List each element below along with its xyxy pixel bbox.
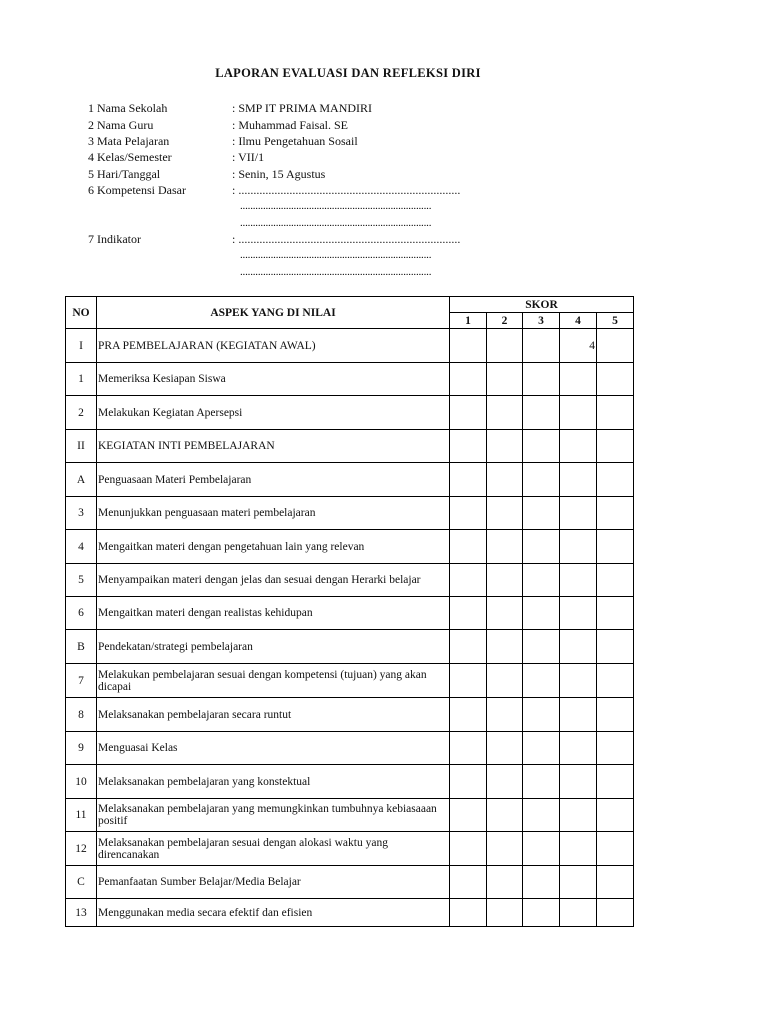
table-row [66,396,634,430]
score-cell-2[interactable] [487,765,523,799]
aspect-text: Melaksanakan pembelajaran yang memungkinkan tumbuhnya kebiasaaan positif [97,799,450,832]
score-cell-1[interactable] [450,497,487,530]
info-value: : Ilmu Pengetahuan Sosail [232,134,358,148]
row-number: 9 [66,732,97,765]
row-number: 4 [66,530,97,564]
row-number: 11 [66,799,97,832]
table-row [66,463,634,497]
table-row [66,597,634,630]
score-cell-4[interactable] [560,430,597,463]
dotted-continuation-line: ........................................................................... [240,249,432,261]
score-cell-4[interactable] [560,564,597,597]
score-cell-3[interactable] [523,832,560,866]
score-cell-4[interactable] [560,363,597,396]
score-cell-5[interactable] [597,698,634,732]
score-cell-5[interactable] [597,564,634,597]
score-cell-3[interactable] [523,799,560,832]
table-row [66,799,634,832]
score-cell-4[interactable] [560,799,597,832]
score-cell-1[interactable] [450,630,487,664]
score-cell-1[interactable] [450,765,487,799]
score-cell-2[interactable] [487,564,523,597]
aspect-text: Melakukan pembelajaran sesuai dengan kompetensi (tujuan) yang akan dicapai [97,664,450,698]
skor-column-4: 4 [560,313,597,329]
score-cell-3[interactable] [523,732,560,765]
table-row [66,832,634,866]
score-cell-3[interactable] [523,396,560,430]
score-cell-1[interactable] [450,664,487,698]
score-cell-4[interactable] [560,396,597,430]
info-label: 6 Kompetensi Dasar [88,183,186,197]
table-row [66,363,634,396]
table-row [66,664,634,698]
score-cell-3[interactable] [523,497,560,530]
score-cell-3[interactable] [523,564,560,597]
score-cell-4[interactable] [560,664,597,698]
score-cell-2[interactable] [487,899,523,927]
score-cell-5[interactable] [597,832,634,866]
score-cell-2[interactable] [487,463,523,497]
document-title: LAPORAN EVALUASI DAN REFLEKSI DIRI [215,66,481,80]
info-label: 5 Hari/Tanggal [88,167,161,181]
score-cell-2[interactable] [487,396,523,430]
score-cell-4[interactable] [560,463,597,497]
score-cell-2[interactable] [487,630,523,664]
score-cell-2[interactable] [487,530,523,564]
score-cell-1[interactable] [450,363,487,396]
aspect-text: Menguasai Kelas [97,732,450,765]
score-cell-1[interactable] [450,463,487,497]
score-cell-3[interactable] [523,765,560,799]
score-cell-5[interactable] [597,866,634,899]
score-cell-3[interactable] [523,329,560,363]
score-cell-5[interactable] [597,329,634,363]
score-cell-1[interactable] [450,530,487,564]
score-cell-3[interactable] [523,866,560,899]
score-cell-5[interactable] [597,664,634,698]
dotted-continuation-line: ........................................................................... [240,266,432,278]
score-cell-3[interactable] [523,630,560,664]
table-row [66,630,634,664]
score-cell-5[interactable] [597,430,634,463]
score-cell-1[interactable] [450,430,487,463]
row-number: 10 [66,765,97,799]
table-row [66,564,634,597]
score-cell-2[interactable] [487,597,523,630]
aspect-text: Pemanfaatan Sumber Belajar/Media Belajar [97,866,450,899]
score-cell-3[interactable] [523,363,560,396]
row-number: 6 [66,597,97,630]
aspect-text: Mengaitkan materi dengan pengetahuan lain yang relevan [97,530,450,564]
aspect-text: Mengaitkan materi dengan realistas kehidupan [97,597,450,630]
score-cell-3[interactable] [523,698,560,732]
score-cell-4[interactable] [560,497,597,530]
info-value: : .......................................................................... [232,183,461,197]
score-cell-1[interactable] [450,732,487,765]
score-cell-5[interactable] [597,363,634,396]
aspect-text: Penguasaan Materi Pembelajaran [97,463,450,497]
score-cell-1[interactable] [450,832,487,866]
score-cell-4[interactable] [560,765,597,799]
dotted-continuation-line: ........................................................................... [240,200,432,212]
score-cell-4[interactable] [560,698,597,732]
score-cell-1[interactable] [450,799,487,832]
score-cell-4[interactable] [560,732,597,765]
score-cell-5[interactable] [597,396,634,430]
skor-column-2: 2 [487,313,523,329]
aspect-text: Menyampaikan materi dengan jelas dan sesuai dengan Herarki belajar [97,564,450,597]
score-cell-3[interactable] [523,899,560,927]
info-value: : Muhammad Faisal. SE [232,118,348,132]
header-aspek: ASPEK YANG DI NILAI [97,297,450,329]
row-number: 8 [66,698,97,732]
score-cell-4[interactable] [560,630,597,664]
row-number: 7 [66,664,97,698]
score-cell-5[interactable] [597,899,634,927]
score-cell-5[interactable] [597,497,634,530]
score-cell-3[interactable] [523,597,560,630]
score-cell-5[interactable] [597,463,634,497]
score-cell-5[interactable] [597,630,634,664]
info-value: : SMP IT PRIMA MANDIRI [232,101,373,115]
aspect-text: Memeriksa Kesiapan Siswa [97,363,450,396]
table-row [66,698,634,732]
score-cell-4[interactable] [560,899,597,927]
evaluation-table [65,296,634,927]
table-row [66,732,634,765]
score-cell-2[interactable] [487,732,523,765]
row-number: I [66,329,97,363]
skor-column-1: 1 [450,313,487,329]
score-cell-2[interactable] [487,363,523,396]
row-number: 1 [66,363,97,396]
score-cell-1[interactable] [450,597,487,630]
aspect-text: Pendekatan/strategi pembelajaran [97,630,450,664]
score-cell-4[interactable] [560,866,597,899]
score-cell-1[interactable] [450,866,487,899]
info-label: 2 Nama Guru [88,118,154,132]
table-row [66,765,634,799]
aspect-text: Melaksanakan pembelajaran sesuai dengan alokasi waktu yang direncanakan [97,832,450,866]
score-cell-2[interactable] [487,698,523,732]
header-no: NO [66,297,97,329]
score-cell-5[interactable] [597,765,634,799]
table-row [66,530,634,564]
score-cell-3[interactable] [523,664,560,698]
info-label: 1 Nama Sekolah [88,101,168,115]
score-cell-1[interactable] [450,698,487,732]
row-number: 5 [66,564,97,597]
score-cell-2[interactable] [487,430,523,463]
table-row [66,899,634,927]
aspect-text: Melaksanakan pembelajaran secara runtut [97,698,450,732]
evaluation-rows [66,329,634,927]
score-cell-2[interactable] [487,329,523,363]
skor-column-3: 3 [523,313,560,329]
row-number: C [66,866,97,899]
score-cell-2[interactable] [487,799,523,832]
aspect-text: KEGIATAN INTI PEMBELAJARAN [97,430,450,463]
info-label: 4 Kelas/Semester [88,150,172,164]
score-cell-4[interactable] [560,530,597,564]
aspect-text: Menggunakan media secara efektif dan efisien [97,899,450,927]
score-cell-3[interactable] [523,463,560,497]
score-cell-5[interactable] [597,799,634,832]
table-row [66,430,634,463]
score-cell-1[interactable] [450,396,487,430]
score-cell-4[interactable] [560,832,597,866]
score-cell-3[interactable] [523,530,560,564]
row-number: 2 [66,396,97,430]
row-number: 3 [66,497,97,530]
row-number: II [66,430,97,463]
table-row [66,866,634,899]
score-cell-5[interactable] [597,732,634,765]
score-cell-2[interactable] [487,497,523,530]
aspect-text: PRA PEMBELAJARAN (KEGIATAN AWAL) [97,329,450,363]
score-cell-3[interactable] [523,430,560,463]
score-cell-5[interactable] [597,530,634,564]
info-label: 7 Indikator [88,232,141,246]
score-cell-2[interactable] [487,664,523,698]
aspect-text: Melaksanakan pembelajaran yang konstektual [97,765,450,799]
aspect-text: Menunjukkan penguasaan materi pembelajaran [97,497,450,530]
info-value: : .......................................................................... [232,232,461,246]
info-value: : VII/1 [232,150,265,164]
score-cell-2[interactable] [487,832,523,866]
row-number: B [66,630,97,664]
table-row [66,497,634,530]
aspect-text: Melakukan Kegiatan Apersepsi [97,396,450,430]
row-number: A [66,463,97,497]
score-cell-4[interactable] [560,597,597,630]
score-cell-1[interactable] [450,564,487,597]
score-cell-1[interactable] [450,899,487,927]
score-cell-1[interactable] [450,329,487,363]
row-number: 13 [66,899,97,927]
score-cell-5[interactable] [597,597,634,630]
info-value: : Senin, 15 Agustus [232,167,326,181]
score-cell-2[interactable] [487,866,523,899]
info-label: 3 Mata Pelajaran [88,134,170,148]
dotted-continuation-line: ........................................................................... [240,217,432,229]
row-number: 12 [66,832,97,866]
score-cell-4: 4 [560,329,597,363]
header-skor: SKOR [450,297,634,313]
table-row [66,329,634,363]
skor-column-5: 5 [597,313,634,329]
